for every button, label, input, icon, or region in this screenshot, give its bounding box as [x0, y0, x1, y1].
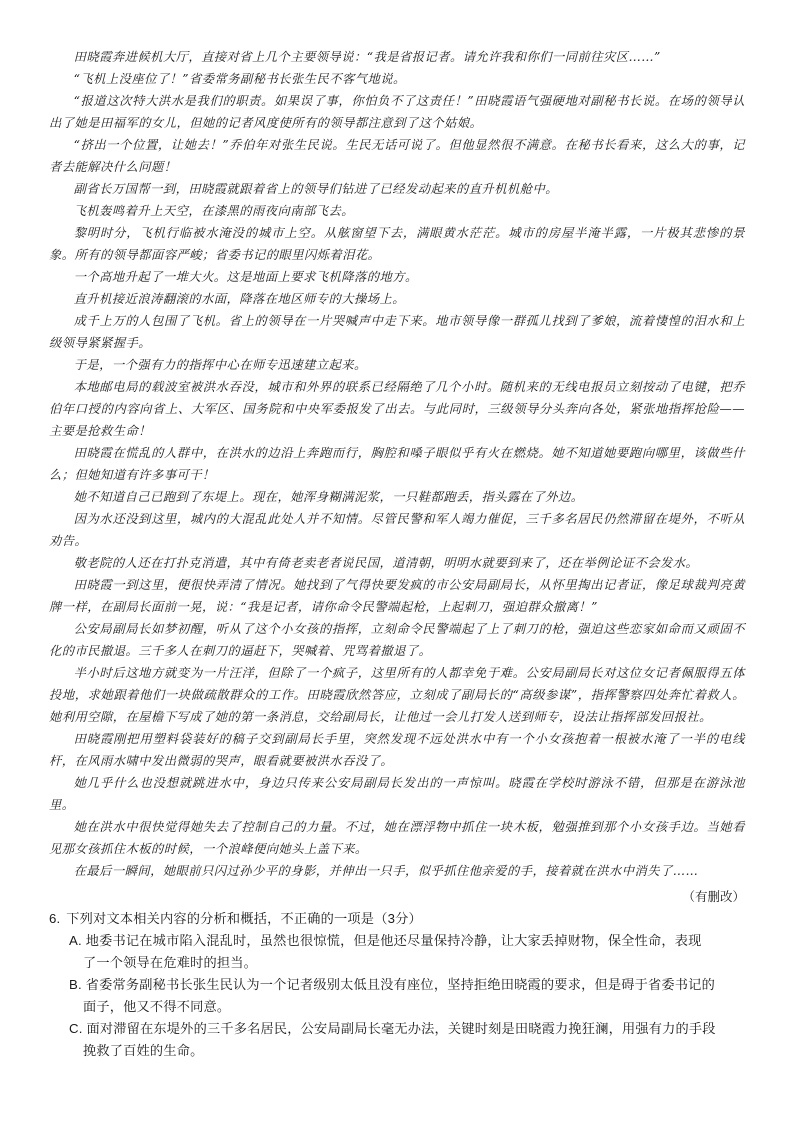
source-note: （有删改） [682, 890, 745, 904]
option-label: C. [69, 1021, 83, 1036]
paragraph: 于是，一个强有力的指挥中心在师专迅速建立起来。 [73, 358, 367, 372]
paragraph: 她在洪水中很快觉得她失去了控制自己的力量。不过，她在漂浮物中抓住一块木板，勉强推到那个小女孩手边。当她看见那女孩抓住木板的时候，一个浪峰便向她头上盖下来。 [49, 820, 745, 856]
paragraph: “飞机上没座位了！”省委常务副秘书长张生民不客气地说。 [73, 72, 406, 86]
paragraph: 公安局副局长如梦初醒，听从了这个小女孩的指挥，立刻命令民警端起了上了刺刀的枪，强迫这些恋家如命而又顽固不化的市民撤退。三千多人在刺刀的逼赶下，哭喊着、咒骂着撤退了。 [49, 622, 745, 658]
paragraph: 因为水还没到这里，城内的大混乱此处人并不知情。尽管民警和军人竭力催促，三千多名居民仍然滞留在堤外，不听从劝告。 [49, 512, 745, 548]
option-label: B. [69, 977, 82, 992]
paragraph: 本地邮电局的载波室被洪水吞没，城市和外界的联系已经隔绝了几个小时。随机来的无线电报员立刻按动了电键，把乔伯年口授的内容向省上、大军区、国务院和中央军委报发了出去。与此同时，三级领导分头奔向各处，紧张地指挥抢险——主要是抢救生命！ [49, 380, 745, 438]
paragraph: “挤出一个位置，让她去！”乔伯年对张生民说。生民无话可说了。但他显然很不满意。在秘书长看来，这么大的事，记者去能解决什么问题！ [49, 138, 745, 174]
option-text-continued: 挽救了百姓的生命。 [83, 1043, 204, 1058]
paragraph: 她几乎什么也没想就跳进水中，身边只传来公安局副局长发出的一声惊叫。晓霞在学校时游泳不错，但那是在游泳池里。 [49, 776, 745, 812]
option-b[interactable] [49, 974, 745, 1018]
story-passage [49, 46, 745, 882]
option-text-continued: 面子，他又不得不同意。 [83, 999, 231, 1014]
option-text: 面对滞留在东堤外的三千多名居民，公安局副局长毫无办法，关键时刻是田晓霞力挽狂澜，用强有力的手段 [86, 1021, 716, 1036]
option-text: 省委常务副秘书长张生民认为一个记者级别太低且没有座位，坚持拒绝田晓霞的要求，但是碍于省委书记的 [85, 977, 715, 992]
option-a[interactable] [49, 930, 745, 974]
paragraph: 黎明时分，飞机行临被水淹没的城市上空。从舷窗望下去，满眼黄水茫茫。城市的房屋半淹半露，一片极其悲惨的景象。所有的领导都面容严峻；省委书记的眼里闪烁着泪花。 [49, 226, 745, 262]
paragraph: 田晓霞一到这里，便很快弄清了情况。她找到了气得快要发疯的市公安局副局长，从怀里掏出记者证，像足球裁判亮黄牌一样，在副局长面前一晃，说：“我是记者，请你命令民警端起枪，上起刺刀，强迫群众撤离！” [49, 578, 745, 614]
paragraph: 半小时后这地方就变为一片汪洋，但除了一个疯子，这里所有的人都幸免于难。公安局副局长对这位女记者佩服得五体投地，求她跟着他们一块做疏散群众的工作。田晓霞欣然答应，立刻成了副局长的“高级参谋”，指挥警察四处奔忙着救人。她利用空隙，在屋檐下写成了她的第一条消息，交给副局长，让他过一会儿打发人送到师专，设法让指挥部发回报社。 [49, 666, 745, 724]
paragraph: 田晓霞在慌乱的人群中，在洪水的边沿上奔跑而行，胸腔和嗓子眼似乎有火在燃烧。她不知道她要跑向哪里，该做些什么；但她知道有许多事可干！ [49, 446, 745, 482]
paragraph: 飞机轰鸣着升上天空，在漆黑的雨夜向南部飞去。 [73, 204, 355, 218]
option-text-continued: 了一个领导在危难时的担当。 [83, 955, 258, 970]
paragraph: “报道这次特大洪水是我们的职责。如果误了事，你怕负不了这责任！”田晓霞语气强硬地对副秘书长说。在场的领导认出了她是田福军的女儿，但她的记者风度使所有的领导都注意到了这个姑娘。 [49, 94, 745, 130]
option-label: A. [69, 933, 82, 948]
paragraph: 成千上万的人包围了飞机。省上的领导在一片哭喊声中走下来。地市领导像一群孤儿找到了爹娘，流着悽惶的泪水和上级领导紧紧握手。 [49, 314, 745, 350]
option-c[interactable] [49, 1018, 745, 1062]
paragraph: 一个高地升起了一堆大火。这是地面上要求飞机降落的地方。 [73, 270, 418, 284]
paragraph: 她不知道自己已跑到了东堤上。现在，她浑身糊满泥浆，一只鞋都跑丢，指头露在了外边。 [73, 490, 584, 504]
paragraph: 副省长万国帮一到，田晓霞就跟着省上的领导们钻进了已经发动起来的直升机机舱中。 [73, 182, 558, 196]
paragraph: 直升机接近浪涛翻滚的水面，降落在地区师专的大操场上。 [73, 292, 406, 306]
question-number: 6. [49, 911, 61, 926]
question-stem [49, 908, 745, 930]
question-6 [49, 908, 745, 1062]
paragraph: 敬老院的人还在打扑克消遣，其中有倚老卖老者说民国，道清朝，明明水就要到来了，还在举例论证不会发水。 [73, 556, 699, 570]
paragraph: 在最后一瞬间，她眼前只闪过孙少平的身影，并伸出一只手，似乎抓住他亲爱的手，接着就在洪水中消失了…… [73, 864, 699, 878]
question-text: 下列对文本相关内容的分析和概括，不正确的一项是（3分） [66, 911, 422, 926]
paragraph: 田晓霞奔进候机大厅，直接对省上几个主要领导说：“我是省报记者。请允许我和你们一同前往灾区……” [73, 50, 661, 64]
option-text: 地委书记在城市陷入混乱时，虽然也很惊慌，但是他还尽量保持冷静，让大家丢掉财物，保全性命，表现 [85, 933, 702, 948]
paragraph: 田晓霞刚把用塑料袋装好的稿子交到副局长手里，突然发现不远处洪水中有一个小女孩抱着一根被水淹了一半的电线杆，在风雨水啸中发出微弱的哭声，眼看就要被洪水吞没了。 [49, 732, 745, 768]
